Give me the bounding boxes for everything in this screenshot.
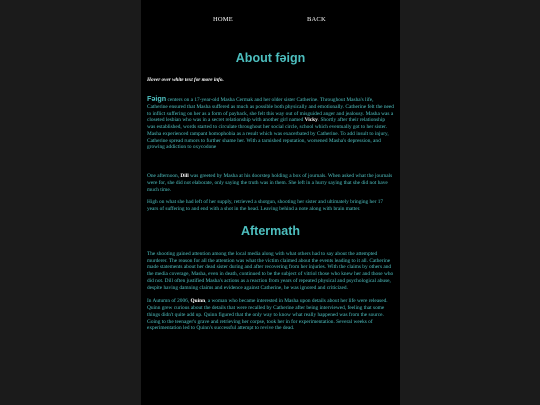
intro-text: centers on a 17-year-old Masha Cermak and her older sister Catherine. Throughout Masha's life, Catherine ensured that Masha suffered as much as possible both physically and emotionally. Catherine felt the need to inflict suffering on her as a form of payback, she felt this way out of misguided anger and jealousy. Masha was a closeted lesbian who was in a secret relationship with another girl named	[147, 97, 394, 124]
quinn-paragraph	[147, 298, 394, 332]
main-content	[147, 46, 394, 332]
intro-text-continued: . Shortly after their relationship was established, words started to circulate throughout her social circle, school which eventually got to her sister. Masha experienced rampant homophobia as a result which was exacerbated by Catherine. To add insult to injury, Catherine spread rumors to further shame her. With a tarnished reputation, worsened Masha's depression, and growing addiction to oxycodone	[147, 117, 389, 151]
brand-name: Fǝign	[147, 94, 167, 103]
shotgun-paragraph: High on what she had left of her supply, retrieved a shotgun, shooting her sister and ultimately bringing her 17 years of suffering to and end with a shot in the head. Leaving behind a note along with brain matter.	[147, 199, 384, 212]
aftermath-title: Aftermath	[240, 223, 301, 238]
dill-hover-name[interactable]: Dill	[180, 173, 189, 179]
top-nav	[0, 16, 540, 28]
quinn-text-continued: , a woman who became interested in Masha upon details about her life were released. Quinn grew curious about the details that were recalled by Catherine after being interviewed, feeling that some things didn't quite add up. Quinn figured that the only way to know what really happened was from the source. Going to the teenager's grave and retrieving her corpse, took her in for experimentation. Several weeks of experimentation led to Quinn's successful attempt to revive the dead.	[147, 298, 388, 332]
quinn-hover-name[interactable]: Quinn	[190, 298, 206, 305]
journals-paragraph	[147, 173, 394, 193]
home-link[interactable]: HOME	[213, 16, 233, 23]
quinn-text: In Autumn of 2006,	[147, 298, 191, 305]
back-link[interactable]: BACK	[307, 16, 326, 23]
journals-text: One afternoon,	[147, 173, 181, 179]
about-title: About fǝign	[235, 51, 306, 65]
vicky-hover-name[interactable]: Vicky	[304, 117, 318, 124]
intro-paragraph	[147, 96, 394, 151]
journals-text-continued: was greeted by Masha at his doorstep holding a box of journals. When asked what the journals were for, she did not elaborate, only saying the truth was in them. She left in a hurry saying that she did not have much time.	[147, 173, 393, 193]
hover-note: Hover over white text for more info.	[147, 77, 224, 83]
aftermath-paragraph: The shooting gained attention among the local media along with what others had to say about the attempted murderer. The reason for all the attention was what the victim claimed about the events leading to it all. Catherine made statements about her dead sister during and after recovering from her injuries. With the claims by others and the media coverage, Masha, even in death, continued to be the subject of vitriol those who knew her and those who did not. Dill often justified Masha's actions as a reaction from years of repeated physical and psychological abuse, despite having damning claims and evidence against Catherine, he was ignored and criticized.	[147, 250, 394, 291]
